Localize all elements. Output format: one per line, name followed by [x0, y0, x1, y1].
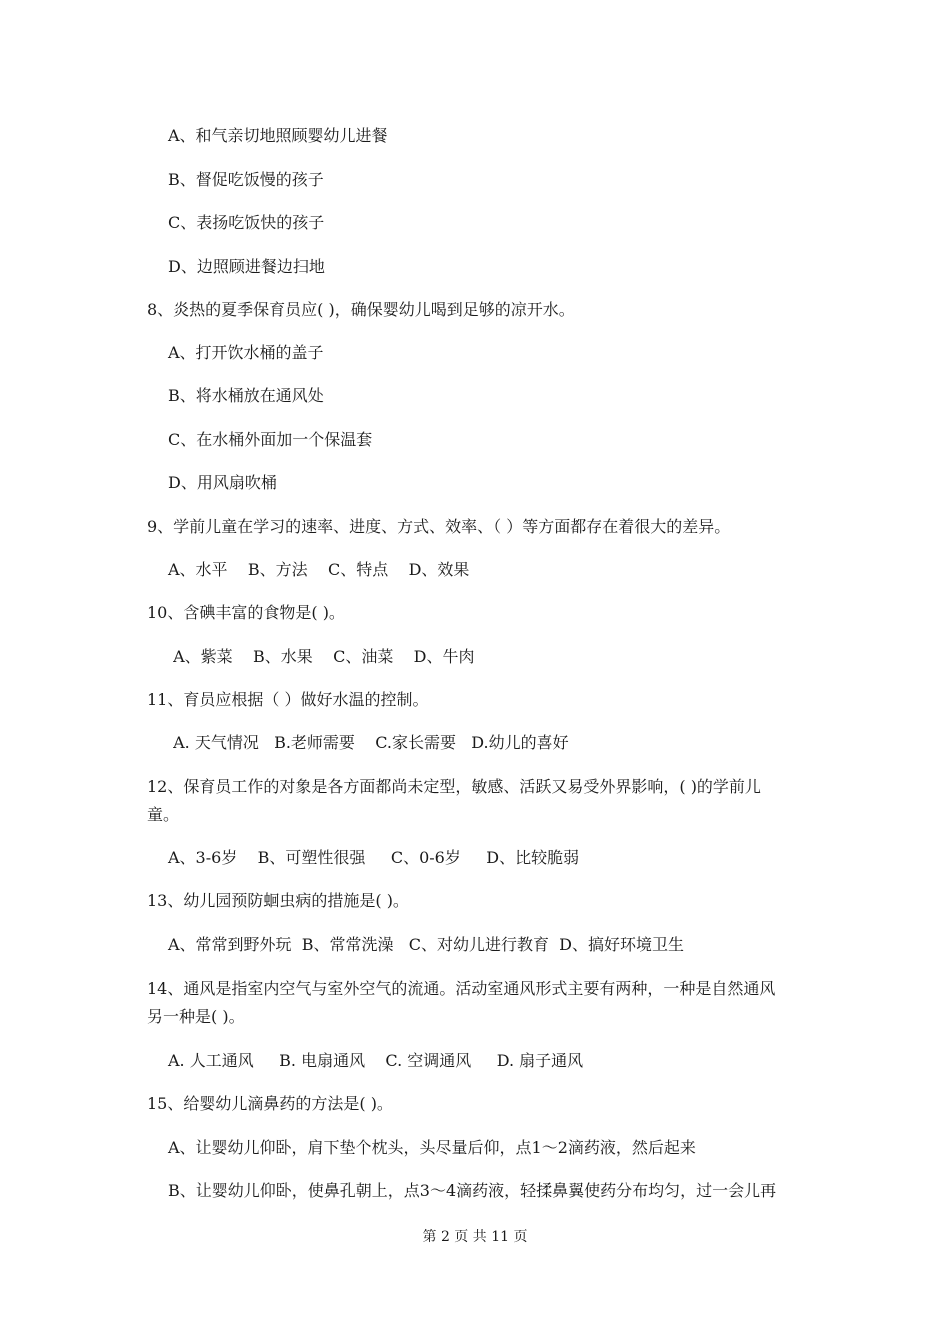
q7-option-d: D、边照顾进餐边扫地	[168, 257, 325, 276]
q10-options: A、紫菜 B、水果 C、油菜 D、牛肉	[168, 647, 475, 666]
question-12-line-2: 童。	[147, 805, 180, 824]
question-8: 8、炎热的夏季保育员应( )，确保婴幼儿喝到足够的凉开水。	[147, 300, 575, 319]
question-13: 13、幼儿园预防蛔虫病的措施是( )。	[147, 891, 409, 910]
q14-options: A. 人工通风 B. 电扇通风 C. 空调通风 D. 扇子通风	[168, 1051, 584, 1070]
q15-option-b: B、让婴幼儿仰卧，使鼻孔朝上，点3～4滴药液，轻揉鼻翼使药分布均匀，过一会儿再	[168, 1181, 777, 1200]
question-14-line-2: 另一种是( )。	[147, 1007, 245, 1026]
q7-option-c: C、表扬吃饭快的孩子	[168, 213, 325, 232]
question-12-line-1: 12、保育员工作的对象是各方面都尚未定型，敏感、活跃又易受外界影响，( )的学前儿	[147, 777, 761, 796]
q7-option-a: A、和气亲切地照顾婴幼儿进餐	[168, 126, 388, 145]
q8-option-c: C、在水桶外面加一个保温套	[168, 430, 373, 449]
q13-options: A、常常到野外玩 B、常常洗澡 C、对幼儿进行教育 D、搞好环境卫生	[168, 935, 684, 954]
q11-options: A. 天气情况 B.老师需要 C.家长需要 D.幼儿的喜好	[168, 733, 569, 752]
question-14-line-1: 14、通风是指室内空气与室外空气的流通。活动室通风形式主要有两种，一种是自然通风	[147, 979, 776, 998]
q9-options: A、水平 B、方法 C、特点 D、效果	[168, 560, 470, 579]
q7-option-b: B、督促吃饭慢的孩子	[168, 170, 324, 189]
q8-option-b: B、将水桶放在通风处	[168, 386, 324, 405]
question-9: 9、学前儿童在学习的速率、进度、方式、效率、（ ）等方面都存在着很大的差异。	[147, 517, 731, 536]
q8-option-d: D、用风扇吹桶	[168, 473, 277, 492]
question-15: 15、给婴幼儿滴鼻药的方法是( )。	[147, 1094, 393, 1113]
question-11: 11、育员应根据（ ）做好水温的控制。	[147, 690, 429, 709]
question-10: 10、含碘丰富的食物是( )。	[147, 603, 345, 622]
page-footer: 第 2 页 共 11 页	[422, 1229, 528, 1245]
q8-option-a: A、打开饮水桶的盖子	[168, 343, 324, 362]
q15-option-a: A、让婴幼儿仰卧，肩下垫个枕头，头尽量后仰，点1～2滴药液，然后起来	[168, 1138, 696, 1157]
q12-options: A、3-6岁 B、可塑性很强 C、0-6岁 D、比较脆弱	[168, 848, 580, 867]
